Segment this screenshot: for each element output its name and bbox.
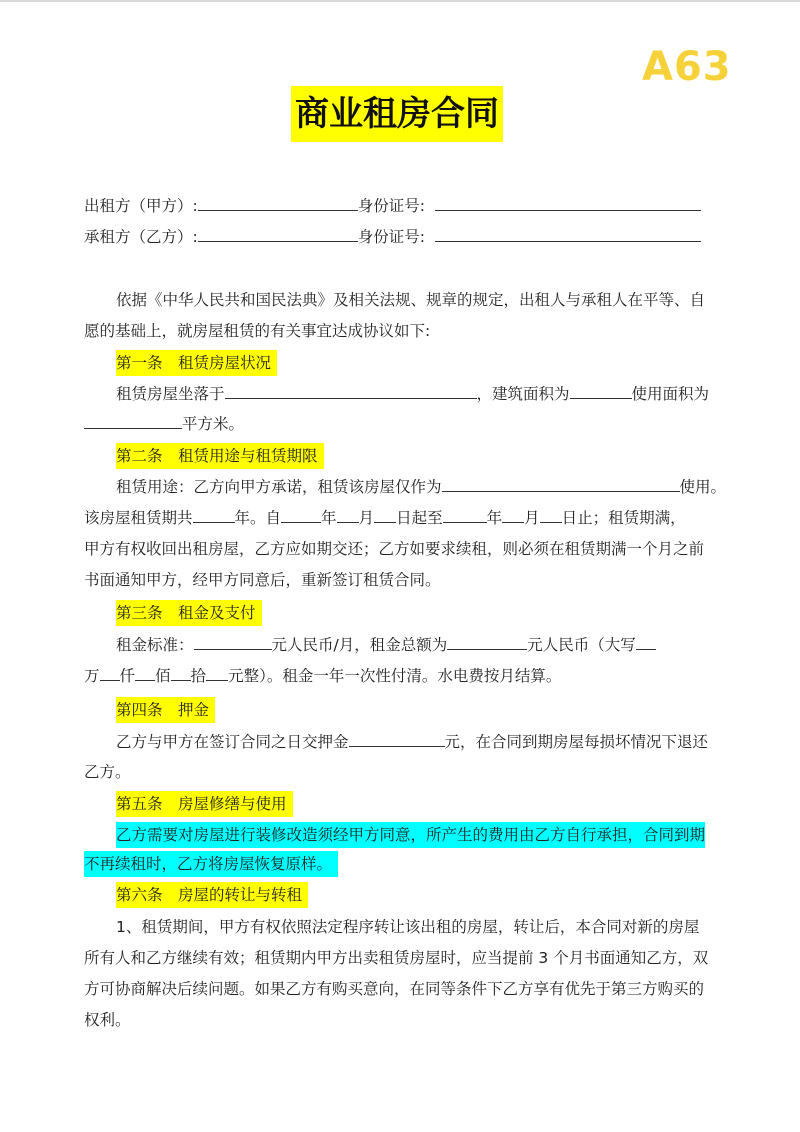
article-2-line-4: 书面通知甲方，经甲方同意后，重新签订租赁合同。 — [84, 571, 441, 589]
term-years-blank[interactable] — [193, 508, 235, 523]
article-4-text: 乙方与甲方在签订合同之日交押金 — [116, 733, 349, 751]
article-3-text: 租金标准： — [116, 636, 194, 654]
article-4-heading: 第四条 押金 — [116, 697, 215, 723]
template-number-badge: A63 — [642, 44, 732, 90]
lessor-label: 出租方（甲方）: — [84, 197, 198, 215]
article-3-text: 佰 — [155, 667, 171, 685]
article-4-text: 元，在合同到期房屋每损坏情况下退还 — [444, 733, 709, 751]
article-3-text: 拾 — [190, 667, 207, 685]
article-3-text: 元人民币/月，租金总额为 — [271, 636, 448, 654]
article-1-text: 平方米。 — [182, 415, 245, 433]
article-1-text: 租赁房屋坐落于 — [116, 385, 225, 403]
rent-bai-blank[interactable] — [135, 666, 155, 681]
article-2-text: 该房屋租赁期共 — [84, 509, 193, 527]
lessor-id-blank[interactable] — [435, 196, 701, 211]
article-2-text: 月 — [524, 509, 540, 527]
article-2-line-3: 甲方有权收回出租房屋，乙方应如期交还；乙方如要求续租，则必须在租赁期满一个月之前 — [84, 540, 705, 558]
building-area-blank[interactable] — [570, 384, 632, 399]
article-6-line-4: 权利。 — [84, 1011, 131, 1029]
preamble-line-1: 依据《中华人民共和国民法典》及相关法规、规章的规定，出租人与承租人在平等、自 — [116, 291, 706, 309]
article-1-line-2 — [84, 413, 244, 435]
article-2-line-1 — [116, 476, 726, 498]
start-year-blank[interactable] — [281, 508, 321, 523]
article-6-line-3: 方可协商解决后续问题。如果乙方有购买意向，在同等条件下乙方享有优先于第三方购买的 — [84, 980, 705, 998]
lessor-id-label: 身份证号: — [357, 197, 425, 215]
article-3-text: 万 — [84, 667, 100, 685]
article-1-text: 使用面积为 — [631, 385, 710, 403]
article-5-line-1: 乙方需要对房屋进行装修改造须经甲方同意，所产生的费用由乙方自行承担，合同到期 — [116, 822, 705, 848]
deposit-blank[interactable] — [349, 732, 445, 747]
article-3-text: 仟 — [119, 667, 136, 685]
article-5-heading: 第五条 房屋修缮与使用 — [116, 791, 293, 817]
start-day-blank[interactable] — [374, 508, 396, 523]
end-month-blank[interactable] — [502, 508, 524, 523]
total-rent-blank[interactable] — [447, 635, 527, 650]
article-1-heading: 第一条 租赁房屋状况 — [116, 350, 277, 376]
article-2-text: 年 — [486, 509, 503, 527]
article-6-heading: 第六条 房屋的转让与转租 — [116, 882, 308, 908]
article-3-line-2 — [84, 665, 561, 687]
article-1-line-1 — [116, 383, 709, 405]
article-3-text: 元整）。租金一年一次性付清。水电费按月结算。 — [228, 667, 562, 685]
article-5-line-2: 不再续租时，乙方将房屋恢复原样。 — [84, 851, 338, 877]
article-2-text: 月 — [358, 509, 375, 527]
article-2-heading: 第二条 租赁用途与租赁期限 — [116, 443, 324, 469]
usable-area-blank[interactable] — [84, 414, 182, 429]
article-1-text: ，建筑面积为 — [476, 385, 570, 403]
end-day-blank[interactable] — [540, 508, 562, 523]
lessee-line — [84, 226, 701, 248]
rent-qian-blank[interactable] — [100, 666, 120, 681]
article-2-text: 年。自 — [234, 509, 282, 527]
start-month-blank[interactable] — [337, 508, 359, 523]
article-4-line-1 — [116, 731, 708, 753]
lessor-name-blank[interactable] — [198, 196, 358, 211]
page-title: 商业租房合同 — [291, 86, 503, 142]
article-2-text: 日起至 — [396, 509, 443, 527]
rent-shi-blank[interactable] — [171, 666, 191, 681]
article-2-line-2 — [84, 507, 686, 529]
lessee-name-blank[interactable] — [198, 227, 358, 242]
article-3-line-1 — [116, 634, 656, 656]
article-4-line-2: 乙方。 — [84, 763, 131, 781]
location-blank[interactable] — [225, 384, 477, 399]
article-2-text: 年 — [321, 509, 337, 527]
lessee-id-label: 身份证号: — [357, 228, 425, 246]
rent-wan-blank[interactable] — [636, 635, 656, 650]
page-top-border — [0, 0, 800, 2]
lessee-id-blank[interactable] — [435, 227, 701, 242]
article-6-line-1: 1、租赁期间，甲方有权依照法定程序转让该出租的房屋，转让后，本合同对新的房屋 — [116, 918, 700, 936]
article-3-text: 元人民币（大写 — [527, 636, 636, 654]
article-2-text: 日止；租赁期满， — [561, 509, 686, 527]
article-2-text: 租赁用途：乙方向甲方承诺，租赁该房屋仅作为 — [116, 478, 442, 496]
article-3-heading: 第三条 租金及支付 — [116, 600, 262, 626]
lessee-label: 承租方（乙方）: — [84, 228, 198, 246]
monthly-rent-blank[interactable] — [194, 635, 272, 650]
lessor-line — [84, 195, 701, 217]
article-6-line-2: 所有人和乙方继续有效；租赁期内甲方出卖租赁房屋时，应当提前 3 个月书面通知乙方，双 — [84, 949, 709, 967]
rent-yuan-blank[interactable] — [206, 666, 228, 681]
end-year-blank[interactable] — [443, 508, 487, 523]
usage-blank[interactable] — [442, 477, 680, 492]
article-2-text: 使用。 — [679, 478, 727, 496]
preamble-line-2: 愿的基础上，就房屋租赁的有关事宜达成协议如下: — [84, 322, 431, 340]
